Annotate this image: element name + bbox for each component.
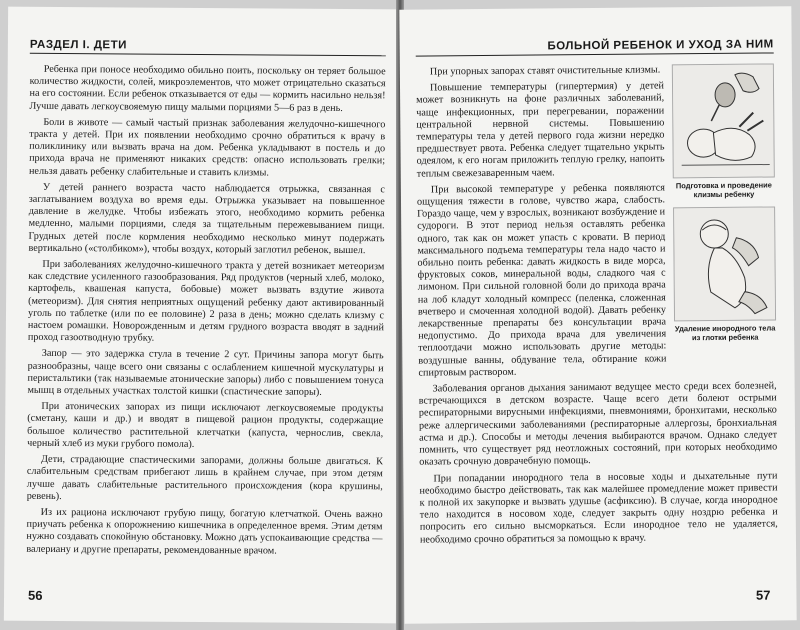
left-body — [26, 64, 385, 558]
foreign-body-illustration-icon — [673, 206, 776, 321]
right-header-text: БОЛЬНОЙ РЕБЕНОК И УХОД ЗА НИМ — [547, 38, 774, 53]
left-paragraph-6: При атонических запорах из пищи исключают легкоусвояемые продукты (сметану, каши и др.) и вводят в пищевой рацион продукты, содержащие большое количество растительной клетчатки (капуста, чернослив, свекла, черный хлеб из муки грубого помола). — [27, 401, 384, 450]
left-paragraph-3: У детей раннего возраста часто наблюдается отрыжка, связанная с заглатыванием воздуха во время еды. Отрыжка указывает на повышенное давление в желудке. Чтобы избежать этого, необходимо кормить ребенка медленно, малыми порциями, следя за тщательным пережевыванием пищи. Грудных детей после кормления необходимо несколько минут подержать вертикально («столбиком»), чтобы воздух, который заглотил ребенок, вышел. — [28, 181, 385, 256]
figure-1-caption: Подготовка и проведение клизмы ребенку — [675, 180, 772, 200]
right-running-header — [416, 28, 774, 56]
right-page-number: 57 — [755, 587, 771, 603]
right-paragraph-5: При попадании инородного тела в носовые ходы и дыхательные пути необходимо быстро действовать, так как малейшее промедление может привести к полной их закупорке и вызвать удушье (асфиксию). В случае, когда инородное тело находится в носовом ходе, следует закрыть одну ноздрю ребенка и попросить его сильно высморкаться. Если инородное тело не удаляется, необходимо срочно обратиться за помощью к врачу. — [419, 469, 778, 546]
right-paragraph-2: Повышение температуры (гипертермия) у детей может возникнуть на фоне различных заболеваний, чаще инфекционных, при перегревании, поражении центральной нервной системы. Повышению температуры тела у детей первого года жизни нередко предшествует рвота. Ребенка следует тщательно укрыть одеялом, к его ногам приложить теплую грелку, напоить теплым свежезаваренным чаем. — [416, 80, 665, 180]
left-paragraph-4: При заболеваниях желудочно-кишечного тракта у детей возникает метеоризм как следствие усиленного газообразования. Ряд продуктов (черный хлеб, молоко, картофель, квашеная капуста, бобовые) может вызвать вздутие живота (метеоризм). Для снятия неприятных ощущений ребенку дают активированный уголь по таблетке (или по ее половине) 2 раза в день; можно сделать клизму с настоем ромашки. Новорожденным и детям грудного возраста вводят в задний проход газоотводную трубку. — [27, 258, 385, 344]
right-paragraph-4: Заболевания органов дыхания занимают ведущее место среди всех болезней, встречающихся в детском возрасте. Чаще всего дети болеют острыми респираторными вирусными инфекциями, пневмониями, бронхитами, несколько реже аллергическими заболеваниями (респираторные аллергозы, бронхиальная астма и др.). Способы и методы лечения выбираются врачом. Однако следует помнить, что существует ряд неотложных состояний, при которых необходимо оказать срочную доврачебную помощь. — [418, 380, 778, 468]
right-paragraph-3: При высокой температуре у ребенка появляются ощущения тяжести в голове, чувство жара, слабость. Гораздо чаще, чем у взрослых, возникают возбуждение и судороги. В этот период нельзя оставлять ребенка одного, так как он может упасть с кровати. В период максимального подъема температуры тела надо часто и обильно поить ребенка: давать жидкость в виде морса, фруктовых соков, минеральной воды, сладкого чая с лимоном. При сильной головной боли до прихода врача на лоб кладут холодный компресс (пеленка, сложенная вчетверо и смоченная холодной водой). Давать ребенку лекарственные препараты без консультации врача недопустимо. До прихода врача для увеличения теплоотдачи можно использовать другие методы: воздушные ванны, обдувание тела, обтирание кожи спиртовым раствором. — [416, 182, 667, 379]
right-body — [416, 63, 778, 546]
right-page — [399, 6, 796, 623]
left-page — [4, 7, 400, 624]
enema-illustration-icon — [672, 63, 775, 178]
left-paragraph-7: Дети, страдающие спастическими запорами, должны больше двигаться. К слабительным средствам прибегают лишь в крайнем случае, при этом детям лучше давать слабительные растительного происхождения (кора крушины, ревень). — [26, 453, 384, 502]
figure-2-caption: Удаление инородного тела из глотки ребенка — [674, 323, 776, 343]
left-running-header — [30, 29, 386, 56]
left-paragraph-2: Боли в животе — самый частый признак заболевания желудочно-кишечного тракта у детей. При их появлении необходимо срочно обратиться к врачу в поликлинику или вызвать врача на дом. Ребенка укладывают в постель и до прихода врача не применяют никаких средств: опасно использовать грелки; нельзя давать ребенку слабительные и ставить клизмы. — [28, 116, 386, 179]
left-header-text: РАЗДЕЛ I. ДЕТИ — [29, 38, 127, 52]
left-page-number: 56 — [27, 587, 43, 603]
right-paragraph-1: При упорных запорах ставят очистительные клизмы. — [429, 64, 661, 78]
figure-column — [672, 63, 776, 350]
left-paragraph-1: Ребенка при поносе необходимо обильно поить, поскольку он теряет большое количество жидкости, солей, микроэлементов, что может отрицательно сказаться на его состоянии. Если ребенок отказывается от еды — кормить насильно нельзя! Лучше давать легкоусвояемую пищу малыми порциями 5—6 раз в день. — [29, 63, 386, 114]
left-paragraph-8: Из их рациона исключают грубую пищу, богатую клетчаткой. Очень важно приучать ребенка к опорожнению кишечника в определенное время. Этим детям нужно создавать спокойную обстановку. Можно дать успокаивающие средства — валериану и другие препараты, рекомендованные врачом. — [26, 506, 383, 557]
left-paragraph-5: Запор — это задержка стула в течение 2 сут. Причины запора могут быть разнообразны, чаще всего они связаны с ослаблением кишечной мускулатуры и перистальтики (так называемые атонические запоры) либо с повышением тонуса мышц в отдельных участках толстой кишки (спастические запоры). — [27, 348, 384, 398]
